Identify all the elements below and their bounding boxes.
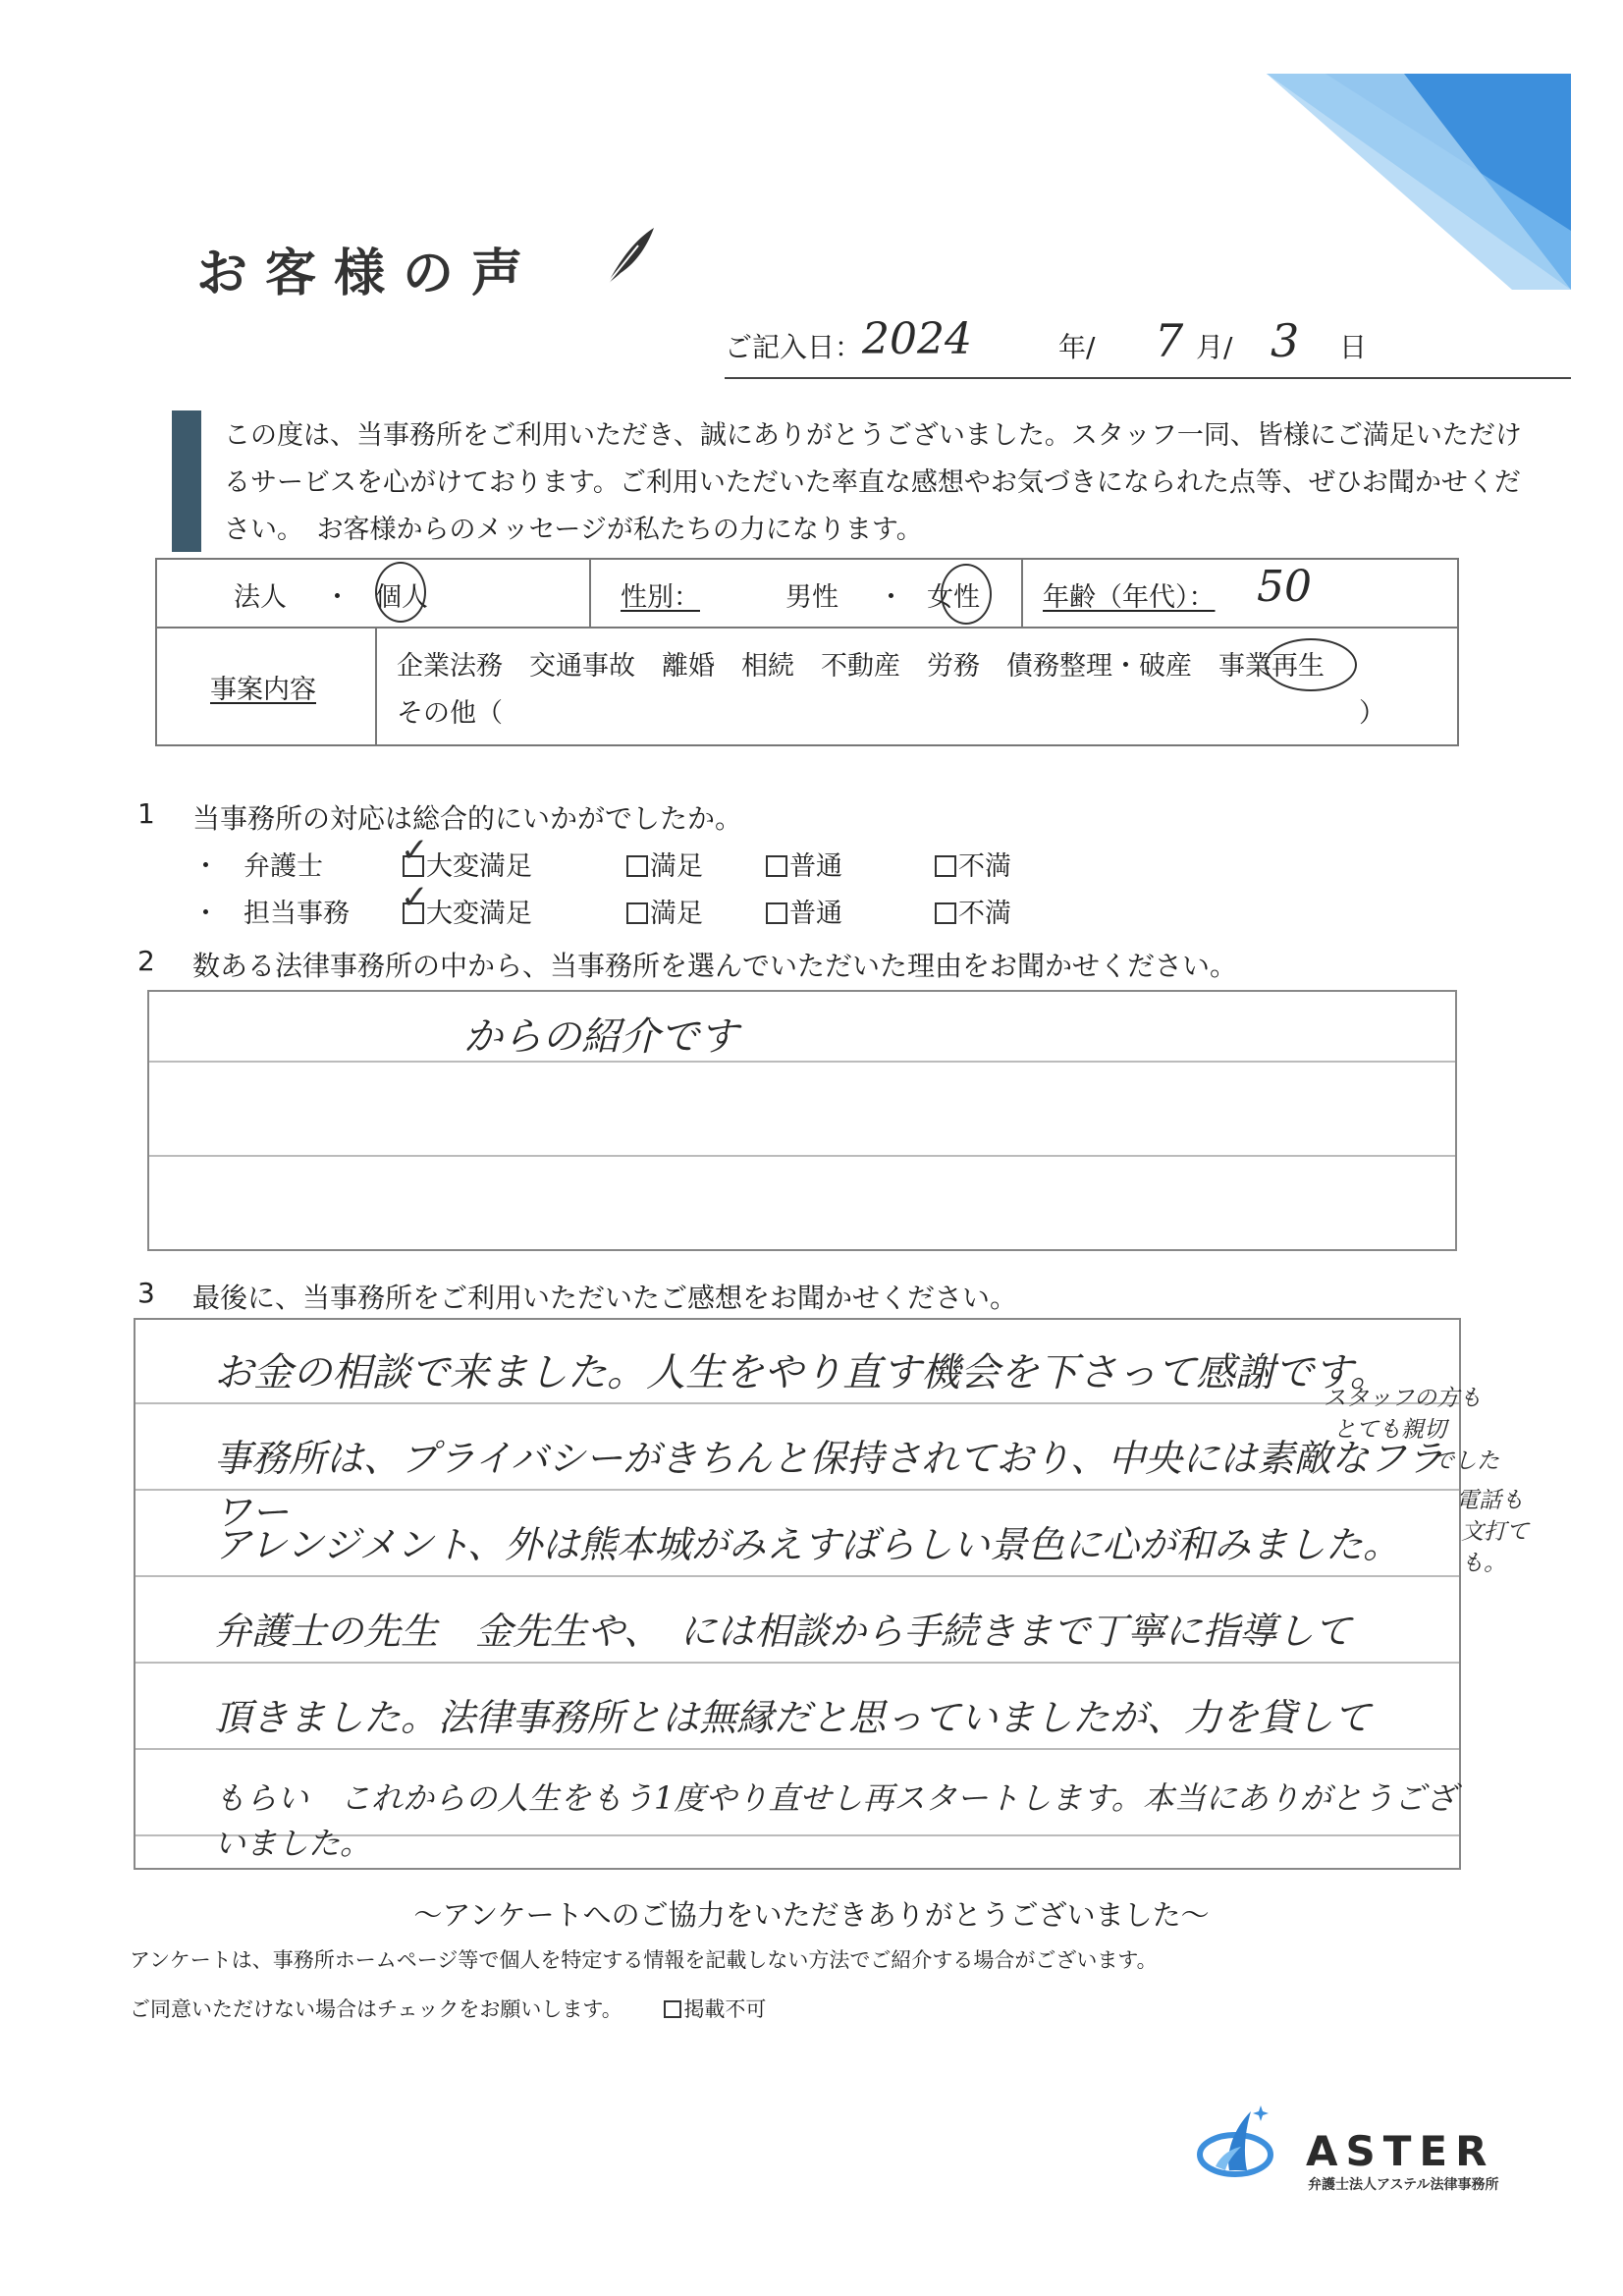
- q3-answer-line: 弁護士の先生 金先生や、 には相談から手続きまで丁寧に指導して: [214, 1610, 1352, 1653]
- q1-option-very-satisfied[interactable]: 大変満足: [403, 892, 532, 930]
- selection-circle: [1265, 638, 1357, 691]
- type-corp: 法人: [234, 582, 287, 613]
- margin-note: スタッフの方も とても親切 でした 電話も 文打ても。: [1324, 1386, 1529, 1576]
- gender-label: 性別：: [621, 582, 700, 613]
- feather-icon: [599, 224, 658, 289]
- q2-number: 2: [137, 945, 155, 977]
- q2-text: 数ある法律事務所の中から、当事務所を選んでいただいた理由をお聞かせください。: [192, 950, 1238, 982]
- date-year-unit: 年/: [1058, 331, 1096, 363]
- q2-answer-box: [147, 990, 1457, 1251]
- q1-row-lawyer: ・ 弁護士 大変満足 ✓ 満足 普通 不満: [192, 831, 1011, 882]
- date-label: ご記入日：: [725, 331, 863, 363]
- client-info-table: [155, 558, 1459, 746]
- case-other-close: ）: [1359, 698, 1385, 729]
- q3-number: 3: [137, 1277, 155, 1309]
- q1-number: 1: [137, 797, 155, 830]
- check-mark-icon: ✓: [401, 831, 429, 870]
- date-month: 7: [1155, 314, 1184, 367]
- date-month-unit: 月/: [1196, 331, 1233, 363]
- gender-female: 女性: [927, 582, 980, 613]
- q3-answer-line: アレンジメント、外は熊本城がみえすばらしい景色に心が和みました。: [214, 1523, 1401, 1566]
- case-options: 企業法務 交通事故 離婚 相続 不動産 労務 債務整理・破産 事業再生: [397, 651, 1325, 682]
- q1-text: 当事務所の対応は総合的にいかがでしたか。: [192, 802, 743, 835]
- consent-note: ご同意いただけない場合はチェックをお願いします。 掲載不可: [130, 1997, 767, 2021]
- date-day-unit: 日: [1339, 331, 1368, 363]
- case-label: 事案内容: [210, 675, 316, 705]
- intro-text: この度は、当事務所をご利用いただき、誠にありがとうございました。スタッフ一同、皆様にご満足いただけるサービスを心がけております。ご利用いただいた率直な感想やお気づきになられた点等、ぜひお聞かせください。 お客様からのメッセージが私たちの力になります。: [224, 420, 1522, 545]
- q3-answer-line: お金の相談で来ました。人生をやり直す機会を下さって感謝です。: [214, 1350, 1389, 1395]
- q1-option-normal[interactable]: 普通: [766, 892, 842, 930]
- q1-target: 弁護士: [243, 851, 323, 882]
- q1-target: 担当事務: [243, 899, 350, 929]
- type-individual: 個人: [375, 582, 428, 613]
- q3-answer-line: 事務所は、プライバシーがきちんと保持されており、中央には素敵なフラワー: [214, 1437, 1444, 1534]
- q3-answer-line: もらい これからの人生をもう1度やり直せし再スタートします。本当にありがとうございました。: [214, 1779, 1457, 1862]
- no-publish-checkbox[interactable]: 掲載不可: [664, 1997, 766, 2021]
- intro-accent-bar: [172, 410, 201, 552]
- corner-decoration: [1267, 74, 1571, 290]
- info-row-basic: [157, 560, 1457, 629]
- page-title: お客様の声: [196, 245, 541, 303]
- selection-circle: [375, 562, 426, 623]
- gender-sep: ・: [878, 582, 904, 613]
- logo-subtitle: 弁護士法人アステル法律事務所: [1308, 2177, 1499, 2193]
- q1-option-very-satisfied[interactable]: 大変満足: [403, 845, 532, 883]
- thanks-message: ～アンケートへのご協力をいただきありがとうございました～: [413, 1898, 1210, 1932]
- gender-male: 男性: [785, 582, 839, 613]
- logo-name: ASTER: [1306, 2127, 1495, 2175]
- q3-answer-line: 頂きました。法律事務所とは無縁だと思っていましたが、力を貸して: [214, 1696, 1372, 1739]
- q1-option-unsatisfied[interactable]: 不満: [935, 845, 1011, 883]
- q3-answer-box: [134, 1318, 1461, 1870]
- q1-option-unsatisfied[interactable]: 不満: [935, 892, 1011, 930]
- selection-circle: [941, 564, 992, 625]
- case-other-open: その他（: [397, 698, 503, 729]
- q1-option-satisfied[interactable]: 満足: [626, 845, 703, 883]
- age-value: 50: [1257, 562, 1312, 612]
- entry-date-row: [725, 314, 1571, 379]
- age-label: 年齢（年代）：: [1043, 582, 1216, 613]
- q3-text: 最後に、当事務所をご利用いただいたご感想をお聞かせください。: [192, 1282, 1018, 1314]
- check-mark-icon: ✓: [401, 878, 429, 917]
- q2-answer: からの紹介です: [463, 1014, 738, 1060]
- q1-option-satisfied[interactable]: 満足: [626, 892, 703, 930]
- date-day: 3: [1271, 314, 1300, 367]
- aster-logo-icon: [1196, 2102, 1282, 2178]
- date-year: 2024: [862, 314, 972, 364]
- q1-option-normal[interactable]: 普通: [766, 845, 842, 883]
- q1-row-staff: ・ 担当事務 大変満足 ✓ 満足 普通 不満: [192, 878, 1011, 929]
- type-sep: ・: [324, 582, 351, 613]
- publication-note: アンケートは、事務所ホームページ等で個人を特定する情報を記載しない方法でご紹介する場合がございます。: [130, 1948, 1158, 1972]
